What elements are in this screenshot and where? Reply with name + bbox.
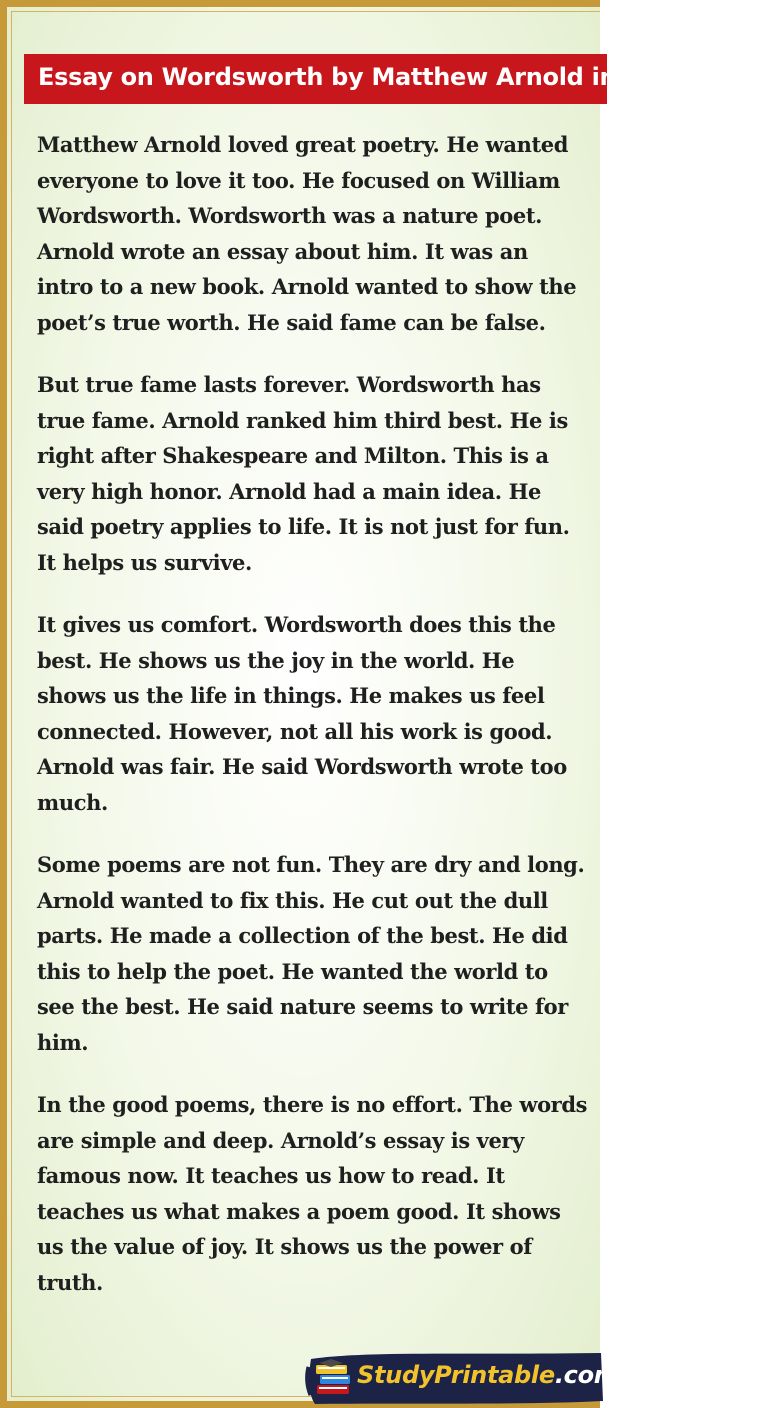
essay-paragraph: But true fame lasts forever. Wordsworth has true fame. Arnold ranked him third best. He is right after Shakespeare and Milton. This is a very high honor. Arnold had a main idea. He said poetry applies to life. It is not just for fun. It helps us survive. [37, 372, 570, 575]
brand-tld: .com [554, 1361, 619, 1389]
page-title: Essay on Wordsworth by Matthew Arnold in 250 Words [38, 63, 766, 91]
essay-paragraph: Matthew Arnold loved great poetry. He wanted everyone to love it too. He focused on William Wordsworth. Wordsworth was a nature poet. Arnold wrote an essay about him. It was an intro to a new book. Arnold wanted to show the poet’s true worth. He said fame can be false. [37, 132, 577, 335]
brand-name: StudyPrintable.com [357, 1361, 619, 1389]
books-icon [313, 1355, 355, 1399]
essay-paragraph: It gives us comfort. Wordsworth does this the best. He shows us the joy in the world. He shows us the life in things. He makes us feel connected. However, not all his work is good. Arnold was fair. He said Wordsworth wrote too much. [37, 612, 567, 815]
essay-paragraph: In the good poems, there is no effort. The words are simple and deep. Arnold’s essay is very famous now. It teaches us how to read. It teaches us what makes a poem good. It shows us the value of joy. It shows us the power of truth. [37, 1092, 588, 1295]
brand-logo [305, 1349, 619, 1407]
essay-body [37, 127, 589, 1327]
essay-paragraph: Some poems are not fun. They are dry and long. Arnold wanted to fix this. He cut out the dull parts. He made a collection of the best. He did this to help the poet. He wanted the world to see the best. He said nature seems to write for him. [37, 852, 585, 1055]
title-banner [24, 54, 766, 104]
